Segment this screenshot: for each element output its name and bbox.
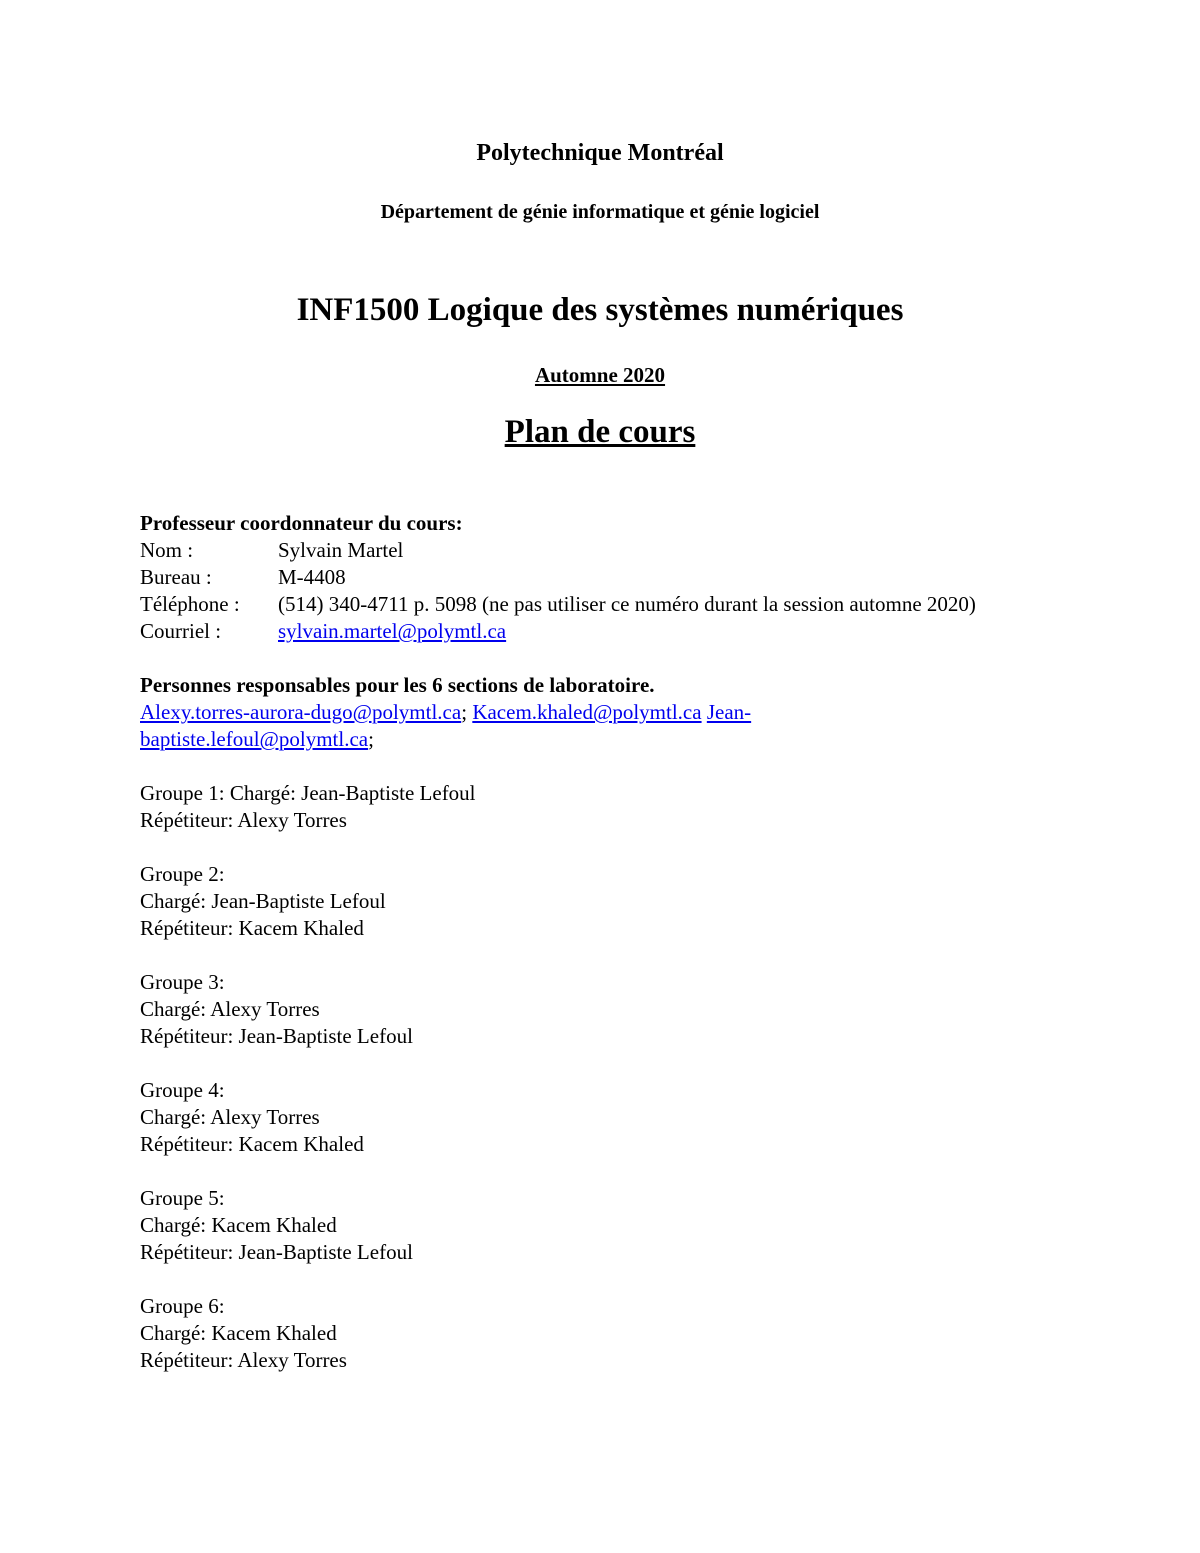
coordinator-email-row [140, 618, 1100, 645]
email-separator: ; [368, 727, 374, 751]
email-link-jean-baptiste-part2[interactable]: baptiste.lefoul@polymtl.ca [140, 727, 369, 751]
group-line: Groupe 4: [140, 1078, 225, 1102]
coordinator-email-link[interactable]: sylvain.martel@polymtl.ca [278, 619, 507, 643]
group-6 [140, 1293, 1100, 1374]
phone-value: (514) 340-4711 p. 5098 (ne pas utiliser ce numéro durant la session automne 2020) [278, 592, 976, 616]
email-label: Courriel : [140, 619, 222, 643]
group-5 [140, 1185, 1100, 1266]
name-label: Nom : [140, 538, 194, 562]
group-line: Répétiteur: Kacem Khaled [140, 1132, 364, 1156]
phone-label: Téléphone : [140, 592, 240, 616]
course-title: INF1500 Logique des systèmes numériques [296, 292, 904, 328]
group-line: Groupe 3: [140, 970, 225, 994]
group-line: Chargé: Alexy Torres [140, 997, 320, 1021]
session-label: Automne 2020 [534, 363, 666, 387]
lab-emails-line-1 [140, 699, 1100, 726]
group-line: Chargé: Jean-Baptiste Lefoul [140, 889, 386, 913]
group-line: Groupe 6: [140, 1294, 225, 1318]
document-title: Plan de cours [504, 414, 696, 450]
institution-name: Polytechnique Montréal [476, 140, 724, 166]
office-label: Bureau : [140, 565, 212, 589]
office-value: M-4408 [278, 565, 346, 589]
coordinator-heading: Professeur coordonnateur du cours: [140, 511, 463, 535]
group-3 [140, 969, 1100, 1050]
department-name: Département de génie informatique et génie logiciel [380, 201, 820, 223]
group-line: Groupe 2: [140, 862, 225, 886]
group-line: Répétiteur: Alexy Torres [140, 1348, 347, 1372]
group-line: Chargé: Kacem Khaled [140, 1213, 337, 1237]
coordinator-phone-row [140, 591, 1100, 618]
coordinator-section [140, 510, 1100, 645]
group-line: Chargé: Alexy Torres [140, 1105, 320, 1129]
group-line: Répétiteur: Kacem Khaled [140, 916, 364, 940]
lab-staff-heading: Personnes responsables pour les 6 sections de laboratoire. [140, 673, 655, 697]
group-line: Répétiteur: Alexy Torres [140, 808, 347, 832]
group-line: Chargé: Kacem Khaled [140, 1321, 337, 1345]
lab-staff-section [140, 672, 1100, 753]
group-line: Répétiteur: Jean-Baptiste Lefoul [140, 1024, 413, 1048]
email-link-alexy[interactable]: Alexy.torres-aurora-dugo@polymtl.ca [140, 700, 462, 724]
group-1 [140, 780, 1100, 834]
coordinator-name-row [140, 537, 1100, 564]
group-4 [140, 1077, 1100, 1158]
group-line: Groupe 5: [140, 1186, 225, 1210]
email-separator: ; [461, 700, 468, 724]
email-link-jean-baptiste-part1[interactable]: Jean- [706, 700, 752, 724]
lab-emails-line-2 [140, 726, 1100, 753]
email-link-kacem[interactable]: Kacem.khaled@polymtl.ca [472, 700, 702, 724]
group-2 [140, 861, 1100, 942]
groups-section [140, 780, 1100, 1401]
coordinator-office-row [140, 564, 1100, 591]
group-line: Groupe 1: Chargé: Jean-Baptiste Lefoul [140, 781, 476, 805]
group-line: Répétiteur: Jean-Baptiste Lefoul [140, 1240, 413, 1264]
name-value: Sylvain Martel [278, 538, 404, 562]
